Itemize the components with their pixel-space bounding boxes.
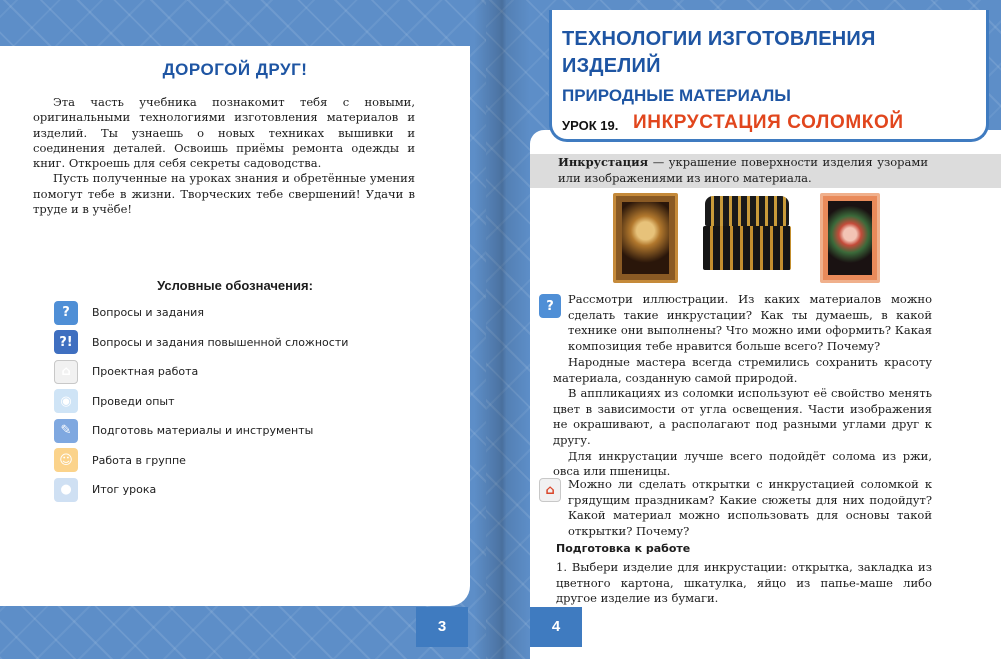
left-page-heading: ДОРОГОЙ ДРУГ! bbox=[162, 60, 308, 79]
preparation-step-1: 1. Выбери изделие для инкрустации: открытка, закладка из цветного картона, шкатулка, яйцо из папье-маше либо другое изделие из бумаги. bbox=[556, 560, 932, 606]
body-paragraph: Народные мастера всегда стремились сохранить красоту материала, созданную самой природой. bbox=[553, 355, 932, 385]
chapter-subtitle: ПРИРОДНЫЕ МАТЕРИАЛЫ bbox=[562, 86, 791, 105]
chapter-title-line: ТЕХНОЛОГИИ ИЗГОТОВЛЕНИЯ bbox=[562, 28, 876, 50]
project-question-text: Можно ли сделать открытки с инкрустацией соломкой к грядущим праздникам? Какие сюжеты для них подойдут? Какой материал можно использовать для основы такой открытки? Почему? bbox=[568, 477, 932, 538]
legend-label: Работа в группе bbox=[92, 453, 186, 467]
lesson-number: УРОК 19. bbox=[562, 118, 619, 133]
chapter-title-line: ИЗДЕЛИЙ bbox=[562, 55, 661, 77]
legend-item bbox=[54, 446, 454, 476]
casket-lid bbox=[705, 196, 789, 226]
question-text: Рассмотри иллюстрации. Из каких материалов можно сделать такие инкрустации? Как ты думаешь, в какой технике они выполнены? Что можно ими оформить? Какая композиция тебе нравится больше всего? Почему? bbox=[568, 292, 932, 353]
body-paragraph: Для инкрустации лучше всего подойдёт солома из ржи, овса или пшеницы. bbox=[553, 448, 932, 479]
intro-paragraph: Пусть полученные на уроках знания и обретённые умения помогут тебе в жизни. Творческих тебе свершений! Удачи в труде и в учёбе! bbox=[33, 171, 415, 217]
legend-label: Вопросы и задания bbox=[92, 306, 204, 320]
legend-label: Подготовь материалы и инструменты bbox=[92, 424, 314, 438]
legend-item bbox=[54, 328, 454, 358]
summary-icon: ● bbox=[54, 478, 78, 502]
body-text bbox=[553, 355, 932, 480]
intro-paragraph: Эта часть учебника познакомит тебя с новыми, оригинальными технологиями изготовления материалов и изделий. Ты узнаешь о новых техниках вышивки и соединения деталей. Освоишь приёмы ремонта одежды и книг. Откроешь для себя секреты садоводства. bbox=[33, 95, 415, 171]
book-gutter bbox=[474, 0, 530, 659]
legend-label: Проведи опыт bbox=[92, 394, 175, 408]
project-icon: ⌂ bbox=[54, 360, 78, 384]
casket-body bbox=[703, 226, 791, 270]
inlaid-casket-picture bbox=[703, 196, 791, 274]
legend-item bbox=[54, 416, 454, 446]
page-number-right: 4 bbox=[530, 607, 582, 647]
body-paragraph: В аппликациях из соломки используют её свойство менять цвет в зависимости от угла освещения. Части изображения не окрашивают, а располагают под разными углами друг к другу. bbox=[553, 386, 932, 447]
chapter-title bbox=[562, 26, 982, 80]
page-number-left: 3 bbox=[416, 607, 468, 647]
legend-item bbox=[54, 298, 454, 328]
legend-item bbox=[54, 357, 454, 387]
project-icon: ⌂ bbox=[539, 478, 561, 502]
definition-term: Инкрустация bbox=[558, 155, 649, 169]
experiment-icon: ◉ bbox=[54, 389, 78, 413]
straw-flowers-picture bbox=[613, 193, 678, 283]
definition-text: — украшение поверхности изделия узорами или изображениями из иного материала. bbox=[558, 155, 928, 185]
group-icon: ☺ bbox=[54, 448, 78, 472]
question-icon: ? bbox=[539, 294, 561, 318]
legend-item bbox=[54, 475, 454, 505]
tools-icon: ✎ bbox=[54, 419, 78, 443]
lesson-title: ИНКРУСТАЦИЯ СОЛОМКОЙ bbox=[633, 111, 923, 135]
legend-list bbox=[54, 298, 454, 505]
hard-question-icon: ?! bbox=[54, 330, 78, 354]
legend-item bbox=[54, 387, 454, 417]
definition bbox=[558, 155, 928, 186]
legend-title: Условные обозначения: bbox=[157, 278, 313, 293]
intro-text bbox=[33, 95, 415, 217]
preparation-heading: Подготовка к работе bbox=[556, 542, 691, 555]
legend-label: Вопросы и задания повышенной сложности bbox=[92, 335, 349, 349]
legend-label: Итог урока bbox=[92, 483, 157, 497]
straw-roses-picture bbox=[820, 193, 880, 283]
question-icon: ? bbox=[54, 301, 78, 325]
legend-label: Проектная работа bbox=[92, 365, 199, 379]
